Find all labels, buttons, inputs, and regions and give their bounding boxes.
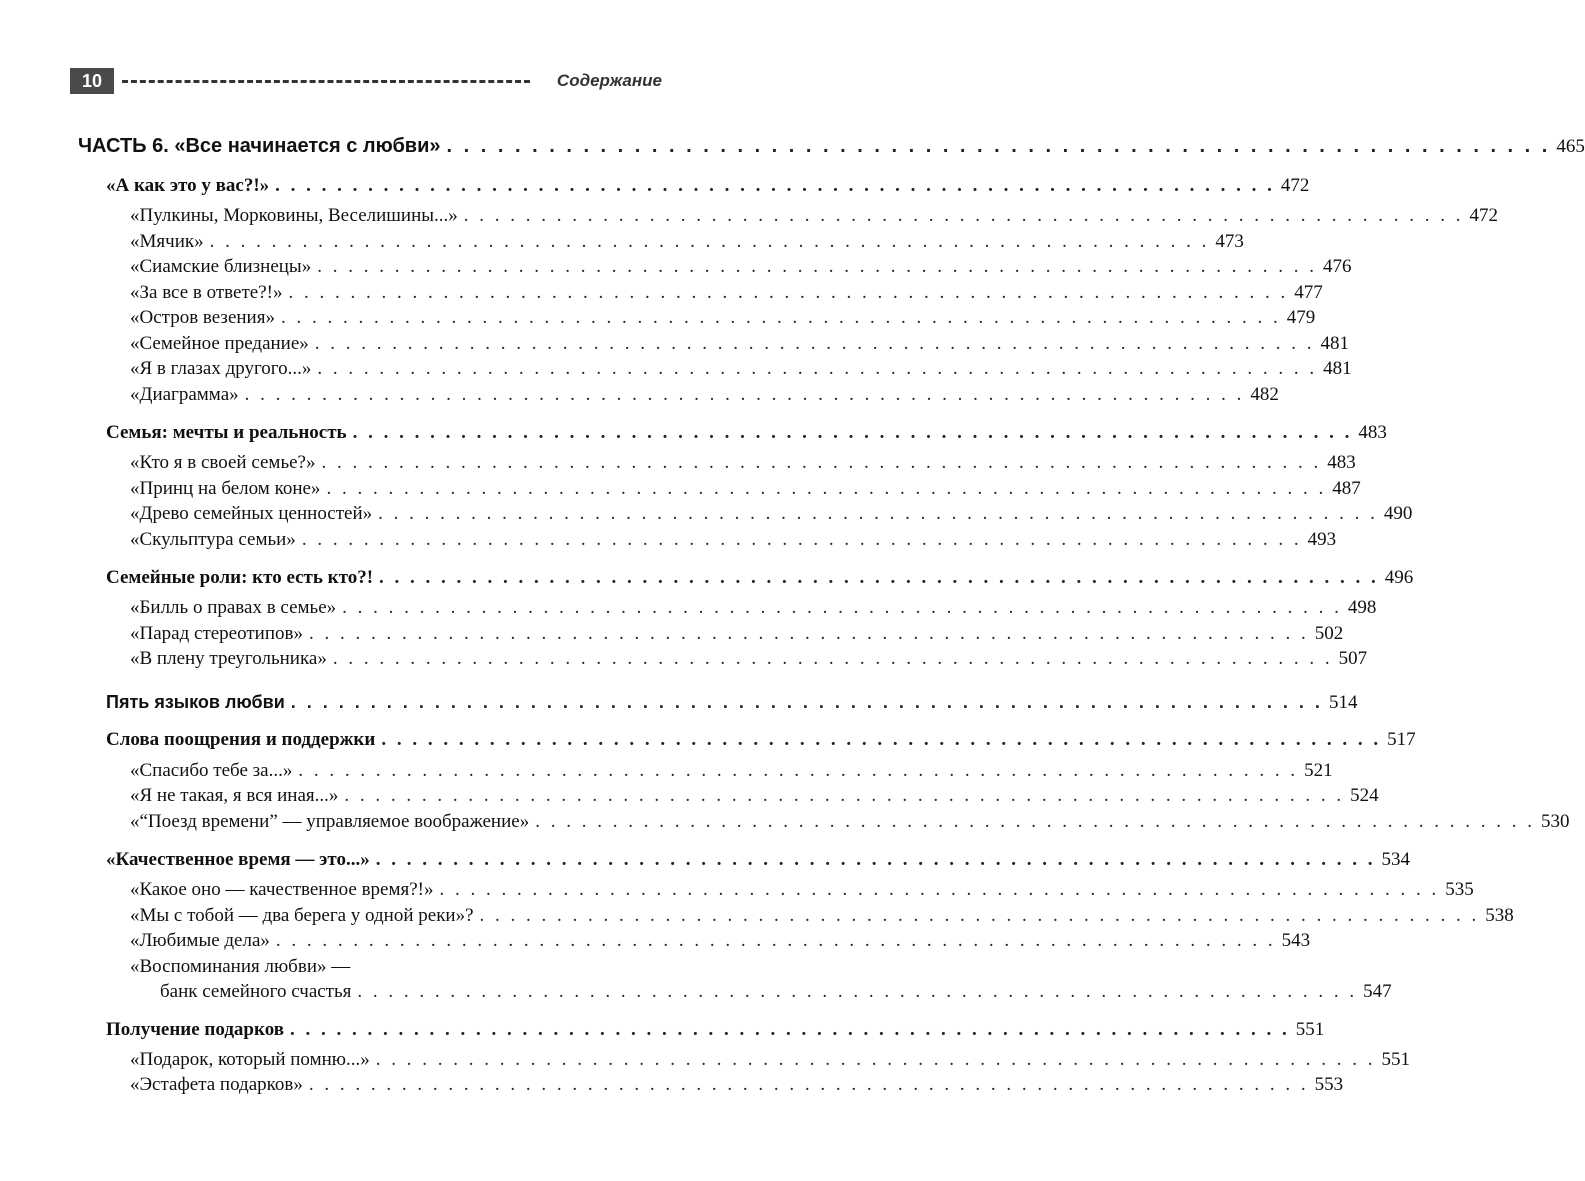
toc-item-entry [130,451,1356,475]
toc-item-entry [130,281,1323,305]
toc-item-entry [130,306,1316,330]
toc-leader: . . . . . . . . . . . . . . . . . . . . . . . . . . . . . . . . . . . . . . . . . . . . . . . . . . . . . . . . . . . . . . . . . [342,597,1342,618]
toc-page: 496 [1384,567,1414,588]
toc-item-entry [130,929,1311,953]
toc-item-entry [130,622,1344,646]
toc-title: «Кто я в своей семье?» [130,452,316,473]
toc-title: «Подарок, который помню...» [130,1049,370,1070]
toc-title: «Принц на белом коне» [130,478,321,499]
toc-leader: . . . . . . . . . . . . . . . . . . . . . . . . . . . . . . . . . . . . . . . . . . . . . . . . . . . . . . . . . . . . . . . . . [308,623,1309,644]
toc-leader: . . . . . . . . . . . . . . . . . . . . . . . . . . . . . . . . . . . . . . . . . . . . . . . . . . . . . . . . . . . . . . . . . [314,333,1315,354]
toc-title: «Парад стереотипов» [130,623,303,644]
toc-page: 472 [1280,175,1310,196]
toc-title: «Мы с тобой — два берега у одной реки»? [130,905,474,926]
toc-leader: . . . . . . . . . . . . . . . . . . . . . . . . . . . . . . . . . . . . . . . . . . . . . . . . . . . . . . . . . . . . . . . . . [381,729,1382,750]
toc-item-entry [130,502,1413,526]
toc-page: 487 [1332,478,1361,499]
toc-leader: . . . . . . . . . . . . . . . . . . . . . . . . . . . . . . . . . . . . . . . . . . . . . . . . . . . . . . . . . . . . . . . . . [357,981,1358,1002]
toc-section-entry [106,728,1416,752]
toc-section-entry [106,174,1310,198]
toc-leader: . . . . . . . . . . . . . . . . . . . . . . . . . . . . . . . . . . . . . . . . . . . . . . . . . . . . . . . . . . . . . . . . . [535,811,1535,832]
toc-item-entry [130,647,1368,671]
toc-leader: . . . . . . . . . . . . . . . . . . . . . . . . . . . . . . . . . . . . . . . . . . . . . . . . . . . . . . . . . . . . . . . . . [244,384,1245,405]
toc-item-entry [130,255,1352,279]
toc-title: «Я не такая, я вся иная...» [130,785,339,806]
toc-title: Пять языков любви [106,692,285,712]
toc-page: 472 [1469,205,1499,226]
toc-title: «Пулкины, Морковины, Веселишины...» [130,205,458,226]
toc-page: 535 [1445,879,1474,900]
toc-page: 507 [1338,648,1368,669]
toc-item-entry [130,596,1377,620]
toc-leader: . . . . . . . . . . . . . . . . . . . . . . . . . . . . . . . . . . . . . . . . . . . . . . . . . . . . . . . . . . . . . . . . . [301,529,1302,550]
toc-title: ЧАСТЬ 6. «Все начинается с любви» [78,135,441,157]
toc-page: 498 [1347,597,1377,618]
toc-page: 517 [1387,729,1416,750]
toc-leader: . . . . . . . . . . . . . . . . . . . . . . . . . . . . . . . . . . . . . . . . . . . . . . . . . . . . . . . . . . . . . . . . . [375,1049,1376,1070]
toc-leader: . . . . . . . . . . . . . . . . . . . . . . . . . . . . . . . . . . . . . . . . . . . . . . . . . . . . . . . . . . . . . . . . . [332,648,1333,669]
toc-item-entry [130,1073,1344,1097]
toc-title: Слова поощрения и поддержки [106,729,376,750]
toc-title: «Эстафета подарков» [130,1074,303,1095]
toc-title: Получение подарков [106,1019,284,1040]
toc-title: «Семейное предание» [130,333,309,354]
toc-item-entry [130,1048,1410,1072]
toc-title: «Какое оно — качественное время?!» [130,879,434,900]
toc-title: «Сиамские близнецы» [130,256,312,277]
toc-title: «Остров везения» [130,307,275,328]
toc-title: «Спасибо тебе за...» [130,760,293,781]
toc-item-entry [130,332,1350,356]
toc-section-entry [106,690,1358,715]
toc-title: «Я в глазах другого...» [130,358,312,379]
toc-page: 481 [1323,358,1352,379]
toc-title: «Любимые дела» [130,930,270,951]
toc-page: 473 [1215,231,1244,252]
toc-title: «Качественное время — это...» [106,849,370,870]
toc-item-entry [130,528,1337,552]
toc-item-first-line: «Воспоминания любви» — [130,956,351,977]
toc-page: 490 [1383,503,1413,524]
toc-item-entry [130,784,1379,808]
toc-leader: . . . . . . . . . . . . . . . . . . . . . . . . . . . . . . . . . . . . . . . . . . . . . . . . . . . . . . . . . . . . . . . . . [479,905,1480,926]
toc-title: «За все в ответе?!» [130,282,283,303]
toc-item-entry [130,759,1333,783]
toc-section-entry [106,848,1410,872]
toc-leader: . . . . . . . . . . . . . . . . . . . . . . . . . . . . . . . . . . . . . . . . . . . . . . . . . . . . . . . . . . . . . . . . . [209,231,1210,252]
toc-title: «А как это у вас?!» [106,175,270,196]
toc-section-entry [106,421,1387,445]
toc-title: банк семейного счастья [160,981,352,1002]
toc-leader: . . . . . . . . . . . . . . . . . . . . . . . . . . . . . . . . . . . . . . . . . . . . . . . . . . . . . . . . . . . . . . . . . [352,422,1353,443]
toc-title: «Билль о правах в семье» [130,597,337,618]
toc-page: 483 [1358,422,1387,443]
toc-item-entry [160,980,1392,1004]
toc-leader: . . . . . . . . . . . . . . . . . . . . . . . . . . . . . . . . . . . . . . . . . . . . . . . . . . . . . . . . . . . . . . . . . [308,1074,1309,1095]
toc-page: 543 [1281,930,1311,951]
toc-page: 551 [1381,1049,1410,1070]
toc-page: 553 [1314,1074,1344,1095]
toc-title: «“Поезд времени” — управляемое воображение» [130,811,530,832]
toc-title: «Мячик» [130,231,204,252]
toc-leader: . . . . . . . . . . . . . . . . . . . . . . . . . . . . . . . . . . . . . . . . . . . . . . . . . . . . . . . . . . . . . . . . . [288,282,1289,303]
toc-page: 524 [1350,785,1379,806]
toc-item-entry [130,383,1279,407]
toc-leader: . . . . . . . . . . . . . . . . . . . . . . . . . . . . . . . . . . . . . . . . . . . . . . . . . . . . . . . . . . . . . . . . . [317,256,1317,277]
toc-leader: . . . . . . . . . . . . . . . . . . . . . . . . . . . . . . . . . . . . . . . . . . . . . . . . . . . . . . . . . . . . . . . . . [275,930,1276,951]
toc-leader: . . . . . . . . . . . . . . . . . . . . . . . . . . . . . . . . . . . . . . . . . . . . . . . . . . . . . . . . . . . . . . . . . [344,785,1345,806]
toc-leader: . . . . . . . . . . . . . . . . . . . . . . . . . . . . . . . . . . . . . . . . . . . . . . . . . . . . . . . . . . . . . . . . . [463,205,1464,226]
toc-page: 465 [1556,136,1585,157]
toc-leader: . . . . . . . . . . . . . . . . . . . . . . . . . . . . . . . . . . . . . . . . . . . . . . . . . . . . . . . . . . . . . . . . . [289,1019,1290,1040]
toc-page: 482 [1250,384,1279,405]
toc-page: 493 [1307,529,1337,550]
toc-item-entry [130,477,1361,501]
header-title: Содержание [556,71,662,90]
toc-title: «Древо семейных ценностей» [130,503,373,524]
toc-item-entry [130,204,1499,228]
toc-leader: . . . . . . . . . . . . . . . . . . . . . . . . . . . . . . . . . . . . . . . . . . . . . . . . . . . . . . . . . . . . . . . . . [298,760,1299,781]
page-number-badge: 10 [70,68,114,94]
toc-item-entry [130,810,1570,834]
toc-page: 538 [1485,905,1514,926]
toc-section-entry [106,1018,1325,1042]
toc-leader: . . . . . . . . . . . . . . . . . . . . . . . . . . . . . . . . . . . . . . . . . . . . . . . . . . . . . . . . . . . . . . . . . [290,692,1323,712]
toc-page: 534 [1381,849,1410,870]
toc-page: 521 [1304,760,1333,781]
toc-title: «В плену треугольника» [130,648,327,669]
toc-page: 530 [1540,811,1570,832]
toc-leader: . . . . . . . . . . . . . . . . . . . . . . . . . . . . . . . . . . . . . . . . . . . . . . . . . . . . . . . . . . . . . . . . . [280,307,1281,328]
toc-leader: . . . . . . . . . . . . . . . . . . . . . . . . . . . . . . . . . . . . . . . . . . . . . . . . . . . . . . . . . . . . . . . . . [446,135,1551,157]
toc-leader: . . . . . . . . . . . . . . . . . . . . . . . . . . . . . . . . . . . . . . . . . . . . . . . . . . . . . . . . . . . . . . . . . [379,567,1379,588]
toc-leader: . . . . . . . . . . . . . . . . . . . . . . . . . . . . . . . . . . . . . . . . . . . . . . . . . . . . . . . . . . . . . . . . . [326,478,1327,499]
toc-title: «Скульптура семьи» [130,529,296,550]
toc-item-entry [130,904,1514,928]
toc-page: 547 [1363,981,1392,1002]
toc-item-entry [130,230,1244,254]
toc-page: 476 [1322,256,1352,277]
toc-leader: . . . . . . . . . . . . . . . . . . . . . . . . . . . . . . . . . . . . . . . . . . . . . . . . . . . . . . . . . . . . . . . . . [317,358,1318,379]
toc-section-entry [106,566,1414,590]
toc-leader: . . . . . . . . . . . . . . . . . . . . . . . . . . . . . . . . . . . . . . . . . . . . . . . . . . . . . . . . . . . . . . . . . [375,849,1376,870]
toc-title: «Диаграмма» [130,384,239,405]
toc-page: 477 [1294,282,1323,303]
toc-leader: . . . . . . . . . . . . . . . . . . . . . . . . . . . . . . . . . . . . . . . . . . . . . . . . . . . . . . . . . . . . . . . . . [439,879,1440,900]
toc-item-entry [130,357,1352,381]
toc-part-entry [78,134,1585,159]
toc-title: Семья: мечты и реальность [106,422,347,443]
toc-leader: . . . . . . . . . . . . . . . . . . . . . . . . . . . . . . . . . . . . . . . . . . . . . . . . . . . . . . . . . . . . . . . . . [378,503,1378,524]
toc-page: 481 [1320,333,1350,354]
toc-page: 502 [1314,623,1344,644]
toc-page: 479 [1286,307,1316,328]
toc-page: 514 [1328,692,1358,713]
toc-leader: . . . . . . . . . . . . . . . . . . . . . . . . . . . . . . . . . . . . . . . . . . . . . . . . . . . . . . . . . . . . . . . . . [321,452,1322,473]
toc-item-entry [130,878,1474,902]
toc-leader: . . . . . . . . . . . . . . . . . . . . . . . . . . . . . . . . . . . . . . . . . . . . . . . . . . . . . . . . . . . . . . . . . [275,175,1275,196]
toc-page: 483 [1327,452,1356,473]
toc-title: Семейные роли: кто есть кто?! [106,567,374,588]
toc-page: 551 [1295,1019,1325,1040]
